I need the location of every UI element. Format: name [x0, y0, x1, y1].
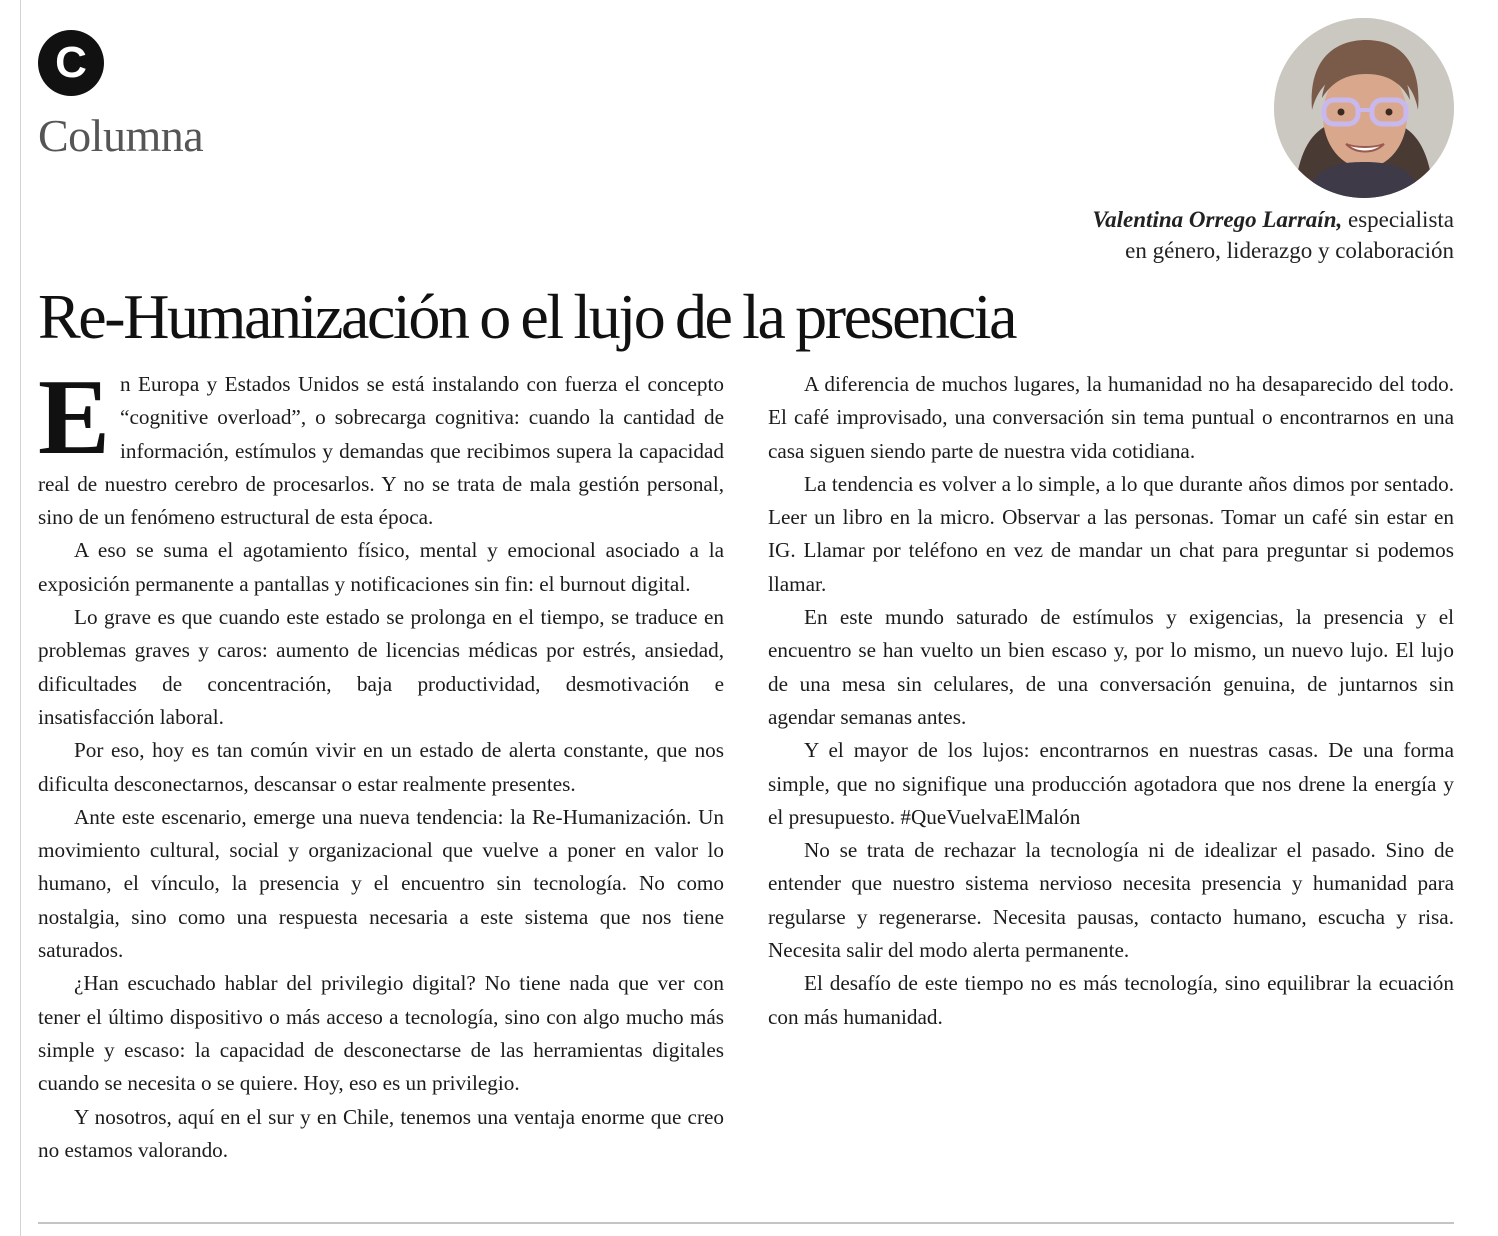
paragraph-text: n Europa y Estados Unidos se está instalando con fuerza el concepto “cognitive overload”, o sobrecarga cognitiva: cuando la cantidad de información, estímulos y demandas que recibimos supera la capacidad real de nuestro cerebro de procesarlos. Y no se trata de mala gestión personal, sino de un fenómeno estructural de esta época. — [38, 372, 724, 530]
article-paragraph: Lo grave es que cuando este estado se prolonga en el tiempo, se traduce en problemas graves y caros: aumento de licencias médicas por estrés, ansiedad, dificultades de concentración, baja productividad, desmotivación e insatisfacción laboral. — [38, 605, 724, 729]
author-photo — [1274, 18, 1454, 198]
section-label: Columna — [38, 110, 204, 161]
author-role-line2: en género, liderazgo y colaboración — [1125, 238, 1454, 263]
article-paragraph: El desafío de este tiempo no es más tecnología, sino equilibrar la ecuación con más humanidad. — [768, 971, 1454, 1029]
article-paragraph: A diferencia de muchos lugares, la humanidad no ha desaparecido del todo. El café improvisado, una conversación sin tema puntual o encontrarnos en una casa siguen siendo parte de nuestra vida cotidiana. — [768, 372, 1454, 463]
author-portrait-illustration — [1274, 18, 1454, 198]
article-paragraph: En este mundo saturado de estímulos y exigencias, la presencia y el encuentro se han vuelto un bien escaso y, por lo mismo, un nuevo lujo. El lujo de una mesa sin celulares, de una conversación genuina, de juntarnos sin agendar semanas antes. — [768, 605, 1454, 729]
article-paragraph: Y nosotros, aquí en el sur y en Chile, tenemos una ventaja enorme que creo no estamos valorando. — [38, 1104, 724, 1162]
author-byline — [934, 204, 1454, 266]
section-badge: C — [38, 30, 104, 96]
article-paragraph: A eso se suma el agotamiento físico, mental y emocional asociado a la exposición permanente a pantallas y notificaciones sin fin: el burnout digital. — [38, 538, 724, 596]
article-paragraph: La tendencia es volver a lo simple, a lo que durante años dimos por sentado. Leer un libro en la micro. Observar a las personas. Tomar un café sin estar en IG. Llamar por teléfono en vez de mandar un chat para preguntar si podemos llamar. — [768, 471, 1454, 596]
page-left-rule — [20, 0, 21, 1236]
author-name: Valentina Orrego Larraín, — [1092, 207, 1343, 232]
author-role-line1: especialista — [1342, 207, 1454, 232]
drop-cap: E — [38, 358, 111, 477]
bottom-rule — [38, 1222, 1454, 1224]
article-paragraph — [38, 358, 724, 534]
article-paragraph: No se trata de rechazar la tecnología ni de idealizar el pasado. Sino de entender que nuestro sistema nervioso necesita presencia y humanidad para regularse y regenerarse. Necesita pausas, contacto humano, escucha y risa. Necesita salir del modo alerta permanente. — [768, 838, 1454, 963]
article-body — [38, 358, 1454, 1198]
article-paragraph: Ante este escenario, emerge una nueva tendencia: la Re-Humanización. Un movimiento cultural, social y organizacional que vuelve a poner en valor lo humano, el vínculo, la presencia y el encuentro sin tecnología. No como nostalgia, sino como una respuesta necesaria a este sistema que nos tiene saturados. — [38, 804, 724, 963]
article-paragraph: Por eso, hoy es tan común vivir en un estado de alerta constante, que nos dificulta desconectarnos, descansar o estar realmente presentes. — [38, 738, 724, 796]
article-headline: Re-Humanización o el lujo de la presencia — [38, 281, 1016, 352]
article-paragraph: ¿Han escuchado hablar del privilegio digital? No tiene nada que ver con tener el último dispositivo o más acceso a tecnología, sino con algo mucho más simple y escaso: la capacidad de desconectarse de las herramientas digitales cuando se necesita o se quiere. Hoy, eso es un privilegio. — [38, 971, 724, 1096]
article-paragraph: Y el mayor de los lujos: encontrarnos en nuestras casas. De una forma simple, que no signifique una producción agotadora que nos drene la energía y el presupuesto. #QueVuelvaElMalón — [768, 738, 1454, 829]
